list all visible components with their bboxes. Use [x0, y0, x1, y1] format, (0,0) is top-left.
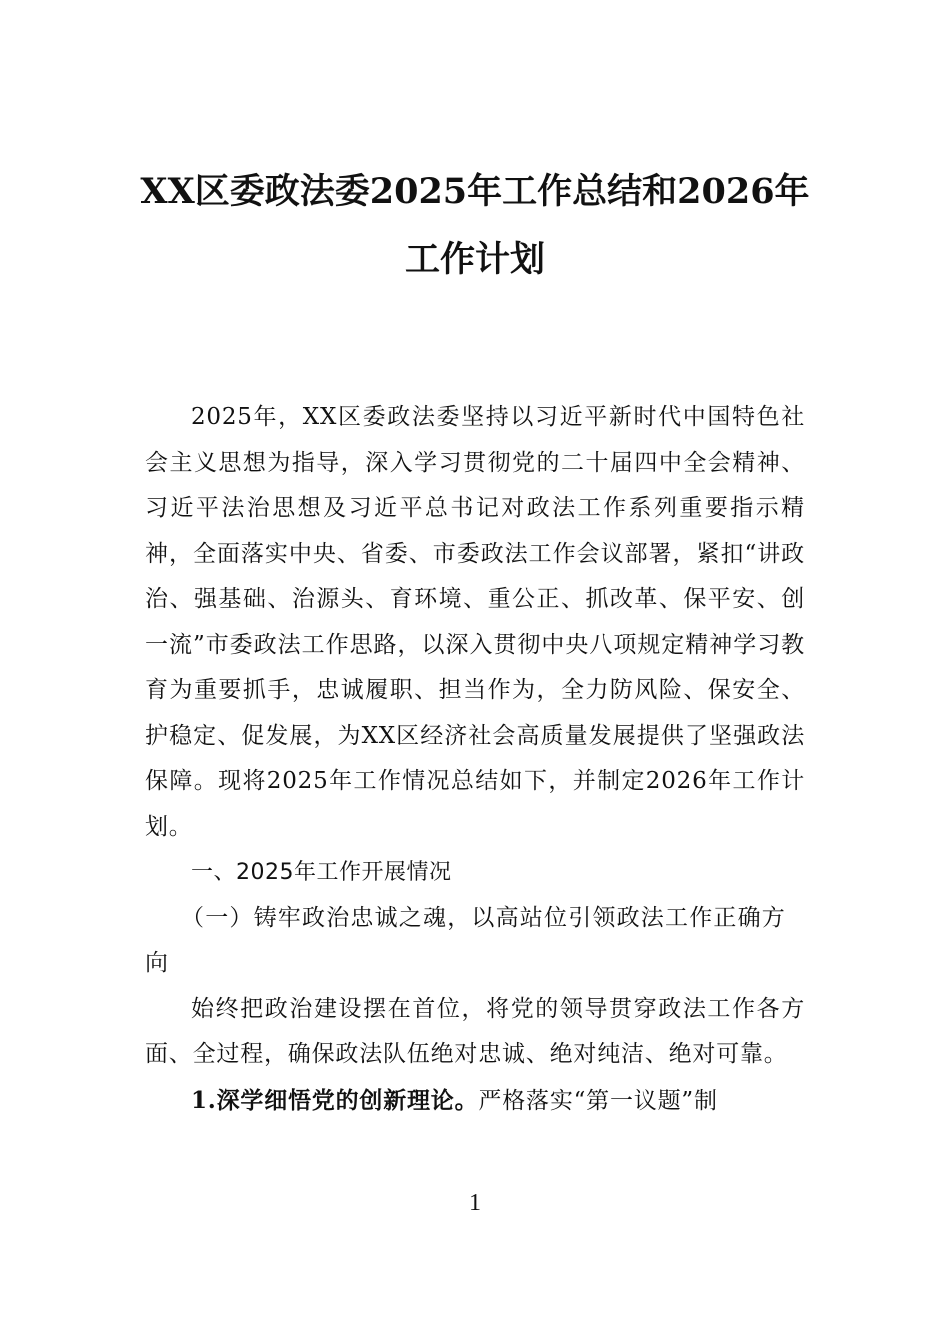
intro-paragraph: 2025年，XX区委政法委坚持以习近平新时代中国特色社会主义思想为指导，深入学习贯彻党的二十届四中全会精神、习近平法治思想及习近平总书记对政法工作系列重要指示精神，全面落实中央、省委、市委政法工作会议部署，紧扣“讲政治、强基础、治源头、育环境、重公正、抓改革、保平安、创一流”市委政法工作思路，以深入贯彻中央八项规定精神学习教育为重要抓手，忠诚履职、担当作为，全力防风险、保安全、护稳定、促发展，为XX区经济社会高质量发展提供了坚强政法保障。现将2025年工作情况总结如下，并制定2026年工作计划。 — [145, 404, 805, 840]
item-heading: 1.深学细悟党的创新理论。 — [191, 1086, 479, 1114]
subsection-paragraph: 始终把政治建设摆在首位，将党的领导贯穿政法工作各方面、全过程，确保政法队伍绝对忠诚、绝对纯洁、绝对可靠。 — [145, 995, 805, 1067]
page-number: 1 — [469, 1190, 481, 1216]
item-paragraph — [145, 1078, 805, 1125]
document-body — [145, 395, 805, 1124]
item-text: 严格落实“第一议题”制 — [478, 1087, 718, 1114]
document-title-line-2: 工作计划 — [404, 239, 545, 280]
subsection-heading: （一）铸牢政治忠诚之魂，以高站位引领政法工作正确方向 — [145, 904, 786, 976]
section-heading: 一、2025年工作开展情况 — [191, 860, 452, 885]
document-title-line-1: XX区委政法委2025年工作总结和2026年 — [140, 171, 810, 212]
